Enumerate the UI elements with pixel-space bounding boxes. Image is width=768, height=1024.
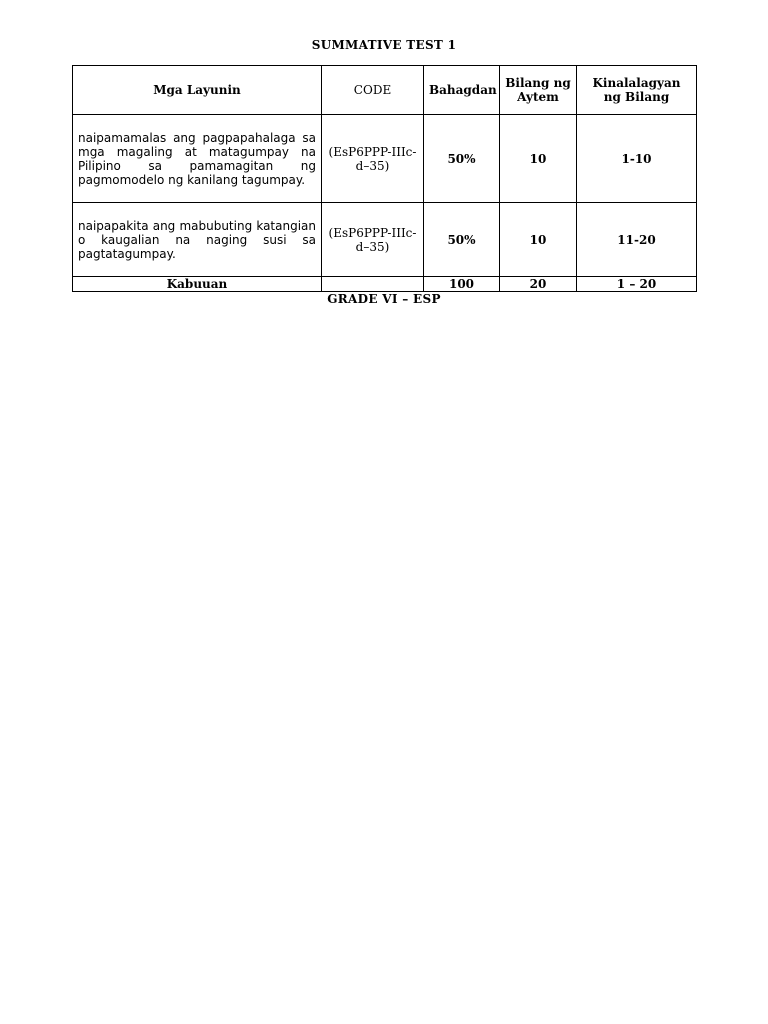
header-kinalalagyan: Kinalalagyan ng Bilang bbox=[577, 66, 697, 115]
table-row bbox=[73, 115, 697, 203]
table-header-row bbox=[73, 66, 697, 115]
code-cell: (EsP6PPP-IIIc-d–35) bbox=[322, 203, 424, 277]
total-row bbox=[73, 277, 697, 292]
total-code-cell bbox=[322, 277, 424, 292]
placement-cell: 11-20 bbox=[577, 203, 697, 277]
header-layunin: Mga Layunin bbox=[73, 66, 322, 115]
items-cell: 10 bbox=[500, 203, 577, 277]
placement-cell: 1-10 bbox=[577, 115, 697, 203]
table-row bbox=[73, 203, 697, 277]
total-placement: 1 – 20 bbox=[577, 277, 697, 292]
percent-cell: 50% bbox=[424, 115, 500, 203]
header-bilang-ng-aytem: Bilang ng Aytem bbox=[500, 66, 577, 115]
document-subtitle: GRADE VI – ESP bbox=[327, 292, 441, 306]
header-code: CODE bbox=[322, 66, 424, 115]
header-bahagdan: Bahagdan bbox=[424, 66, 500, 115]
total-label: Kabuuan bbox=[73, 277, 322, 292]
percent-cell: 50% bbox=[424, 203, 500, 277]
summative-table bbox=[72, 65, 697, 292]
total-percent: 100 bbox=[424, 277, 500, 292]
total-items: 20 bbox=[500, 277, 577, 292]
code-cell: (EsP6PPP-IIIc-d–35) bbox=[322, 115, 424, 203]
objective-cell: naipamamalas ang pagpapahalaga sa mga magaling at matagumpay na Pilipino sa pamamagitan ng pagmomodelo ng kanilang tagumpay. bbox=[73, 115, 322, 203]
objective-cell: naipapakita ang mabubuting katangian o kaugalian na naging susi sa pagtatagumpay. bbox=[73, 203, 322, 277]
items-cell: 10 bbox=[500, 115, 577, 203]
document-title: SUMMATIVE TEST 1 bbox=[311, 38, 457, 52]
